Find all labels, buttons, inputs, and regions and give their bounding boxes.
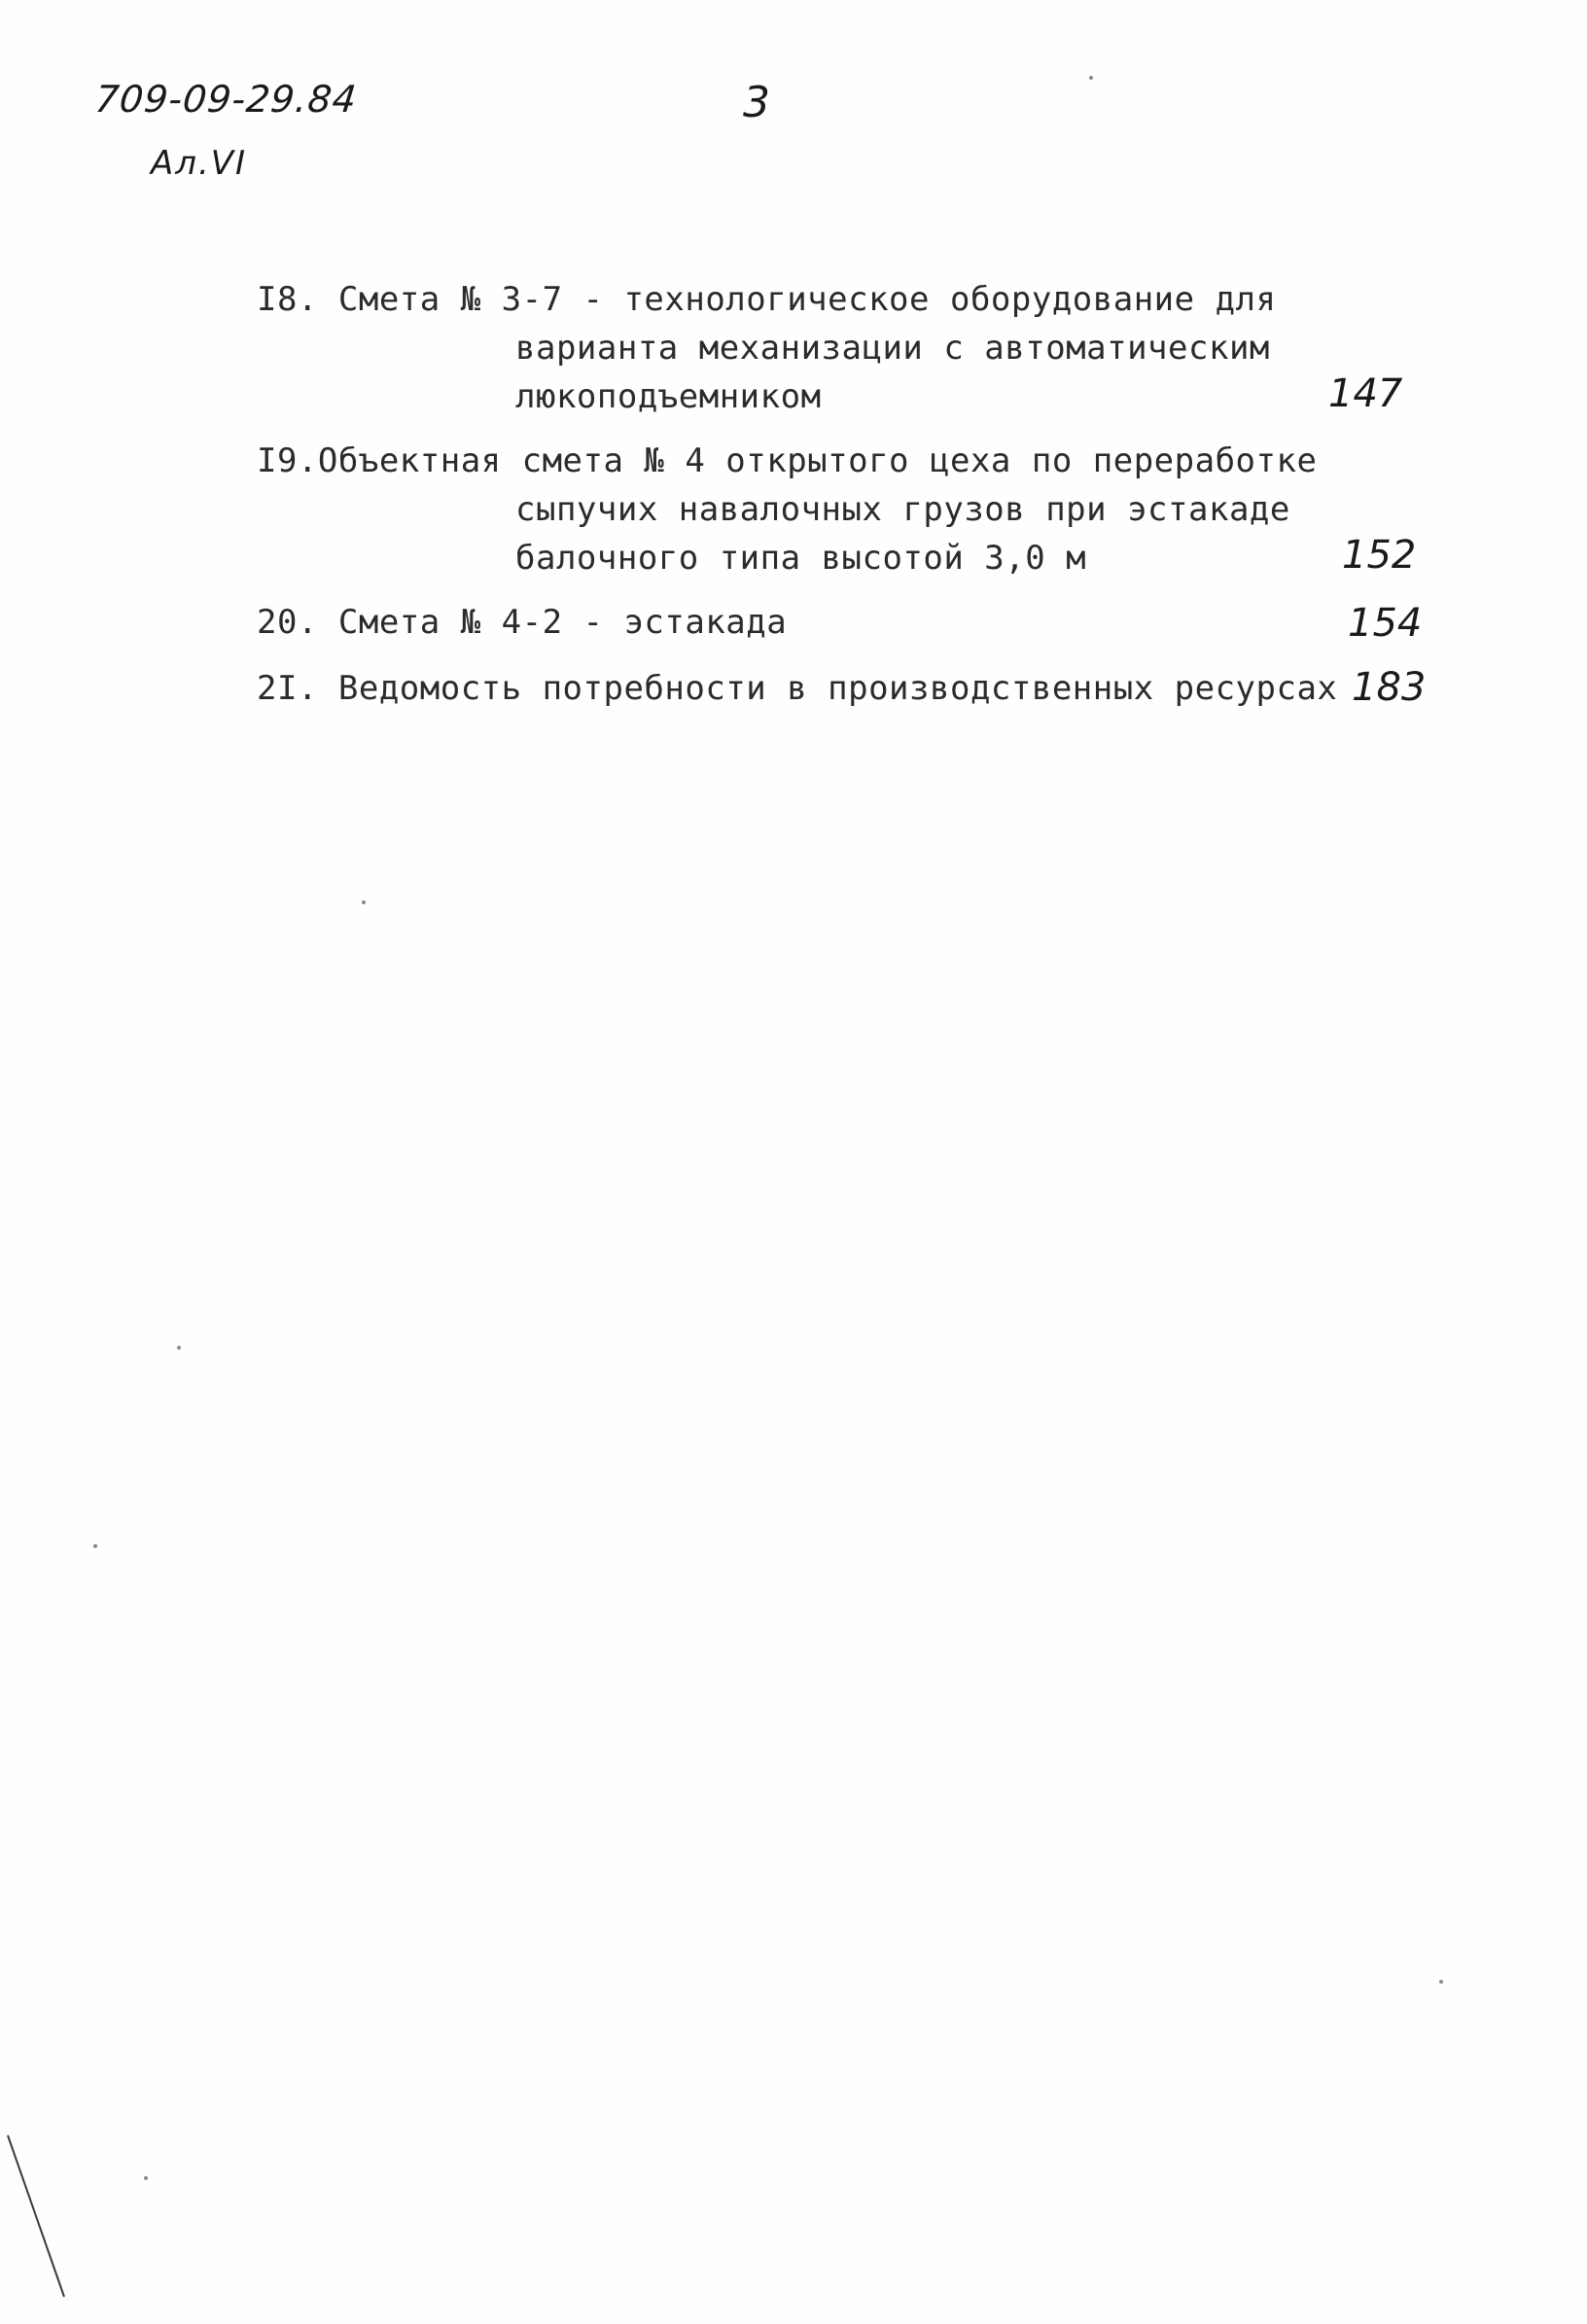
scan-speck bbox=[144, 2176, 148, 2180]
scan-speck bbox=[177, 1346, 181, 1350]
toc-entry-20-page: 154 bbox=[1348, 601, 1423, 646]
document-code: 709-09-29.84 bbox=[92, 78, 360, 121]
toc-entry-19-line-3: балочного типа высотой 3,0 м bbox=[515, 539, 1087, 578]
toc-entry-18-line-2: варианта механизации с автоматическим bbox=[515, 329, 1270, 368]
toc-entry-18-line-3: люкоподъемником bbox=[515, 377, 822, 416]
scan-speck bbox=[1439, 1980, 1443, 1984]
toc-entry-21-line-1: 2I. Ведомость потребности в производственных ресурсах bbox=[257, 669, 1338, 708]
page-number: 3 bbox=[743, 78, 770, 127]
toc-entry-19-line-2: сыпучих навалочных грузов при эстакаде bbox=[515, 490, 1290, 529]
scan-edge-line bbox=[0, 0, 97, 2324]
toc-entry-21-page: 183 bbox=[1352, 665, 1427, 710]
scan-speck bbox=[1089, 76, 1093, 80]
sheet-label: Ал.VI bbox=[151, 144, 248, 183]
toc-entry-19-line-1: I9.Объектная смета № 4 открытого цеха по переработке bbox=[257, 441, 1318, 480]
toc-entry-19-page: 152 bbox=[1342, 533, 1417, 578]
scan-speck bbox=[362, 900, 366, 904]
toc-entry-18-line-1: I8. Смета № 3-7 - технологическое оборудование для bbox=[257, 280, 1277, 319]
toc-entry-20-line-1: 20. Смета № 4-2 - эстакада bbox=[257, 603, 788, 642]
toc-entry-18-page: 147 bbox=[1328, 371, 1403, 416]
